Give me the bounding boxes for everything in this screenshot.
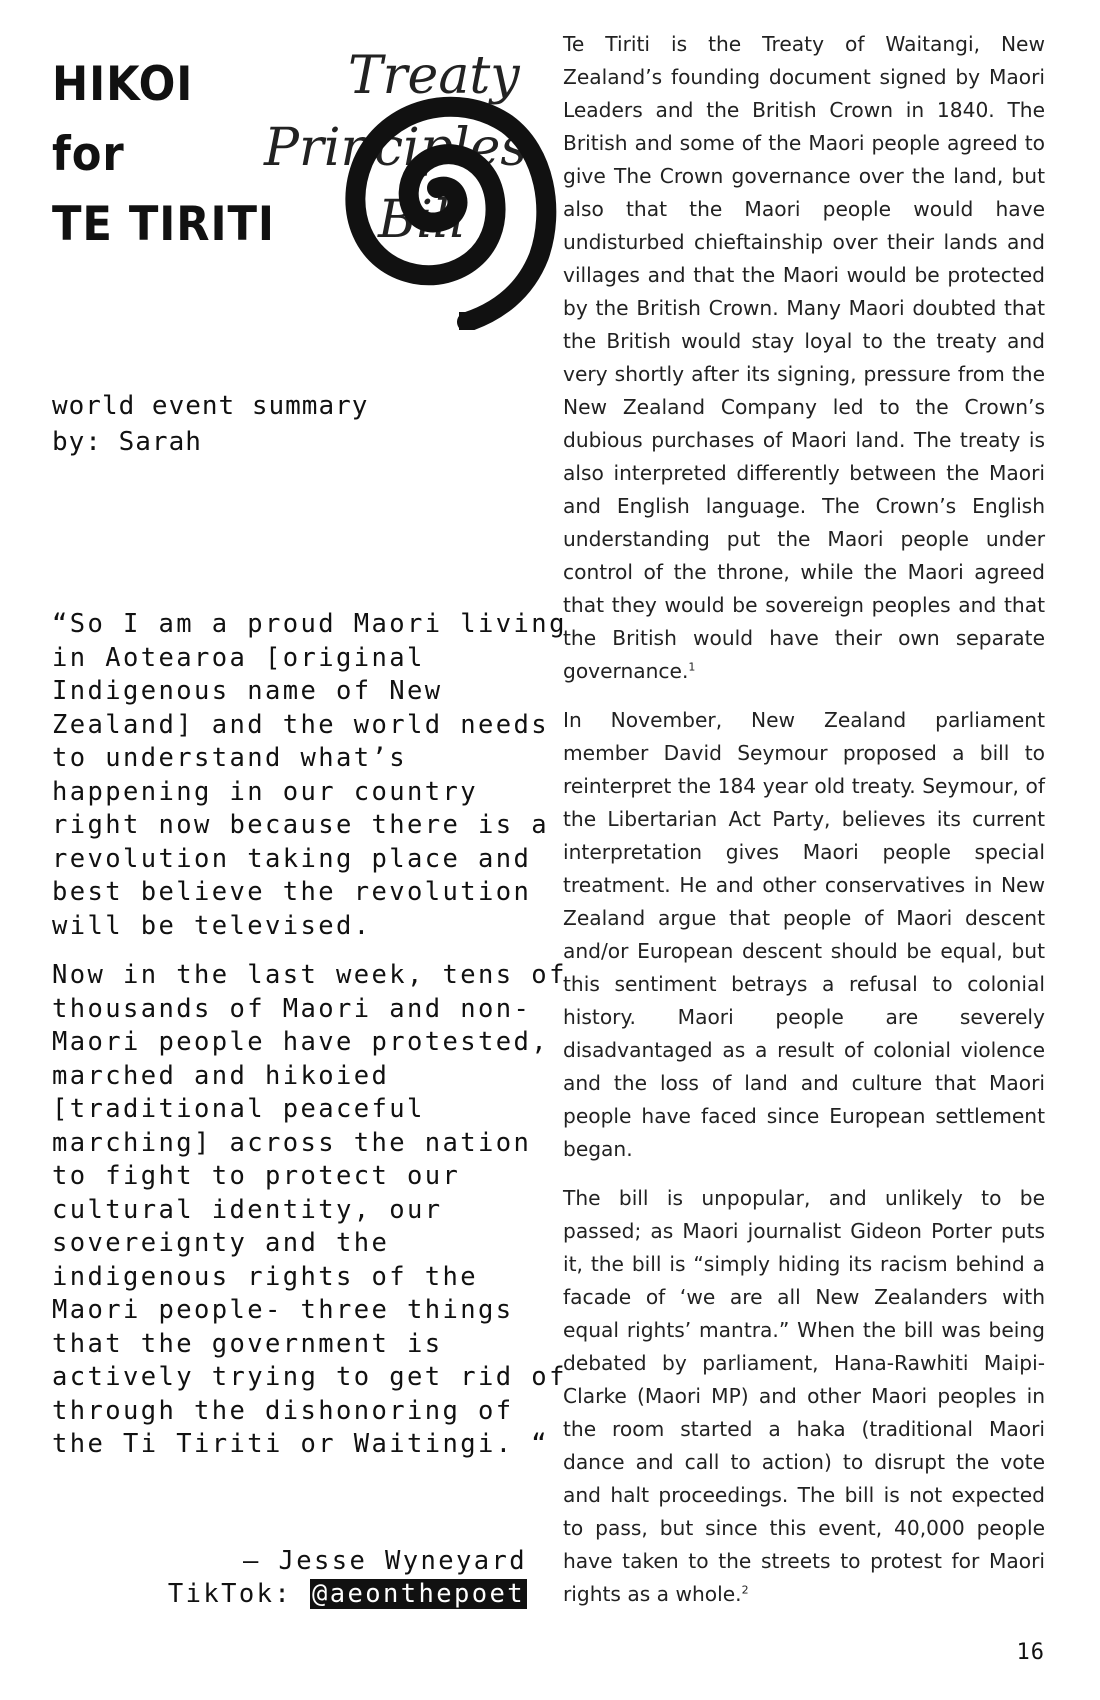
footnote-marker[interactable]: 2: [741, 1583, 749, 1597]
article-paragraph: [563, 1182, 1045, 1611]
article-paragraph: In November, New Zealand parliament member David Seymour proposed a bill to reinterpret the 184 year old treaty. Seymour, of the Libertarian Act Party, believes its current interpretation gives Maori people special treatment. He and other conservatives in New Zealand argue that people of Maori descent and/or European descent should be equal, but this sentiment betrays a refusal to colonial history. Maori people are severely disadvantaged as a result of colonial violence and the loss of land and culture that Maori people have faced since European settlement began.: [563, 708, 1045, 1161]
article-paragraph: [563, 28, 1045, 688]
footnote-marker[interactable]: 1: [688, 660, 696, 674]
article-body: [563, 28, 1045, 1627]
title-block: [52, 40, 572, 330]
quote-paragraph: Now in the last week, tens of thousands of Maori and non-Maori people have protested, marched and hikoied [traditional peaceful marching] across the nation to fight to protect our cultural identity, our sovereignty and the indigenous rights of the Maori people- three things that the government is actively trying to get rid of through the dishonoring of the Ti Tiriti or Waitingi. “: [52, 960, 567, 1459]
quote-author: — Jesse Wyneyard: [242, 1546, 527, 1576]
spiral-graphic-icon: [307, 60, 567, 330]
social-handle-row: [52, 1578, 527, 1611]
title-line: HIKOI: [52, 57, 194, 112]
byline-author: by: Sarah: [52, 427, 202, 457]
platform-label: TikTok:: [167, 1579, 293, 1609]
title-line: for: [52, 127, 125, 182]
overlay-word: Bill: [378, 190, 467, 250]
quote-paragraph: “So I am a proud Maori living in Aotearoa [original Indigenous name of New Zealand] and the world needs to understand what’s happening in our country right now because there is a revolution taking place and best believe the revolution will be televised.: [52, 609, 567, 941]
paragraph-text: The bill is unpopular, and unlikely to be passed; as Maori journalist Gideon Porter puts it, the bill is “simply hiding its racism behind a facade of ‘we are all New Zealanders with equal rights’ mantra.” When the bill was being debated by parliament, Hana-Rawhiti Maipi-Clarke (Maori MP) and other Maori peoples in the room started a haka (traditional Maori dance and call to action) to disrupt the vote and halt proceedings. The bill is not expected to pass, but since this event, 40,000 people have taken to the streets to protest for Maori rights as a whole.: [563, 1186, 1045, 1606]
byline: [52, 388, 368, 460]
page-number: 16: [1016, 1640, 1045, 1665]
paragraph-text: Te Tiriti is the Treaty of Waitangi, New Zealand’s founding document signed by Maori Leaders and the British Crown in 1840. The British and some of the Maori people agreed to give The Crown governance over the land, but also that the Maori people would have undisturbed chieftainship over their lands and villages and that the Maori would be protected by the British Crown. Many Maori doubted that the British would stay loyal to the treaty and very shortly after its signing, pressure from the New Zealand Company led to the Crown’s dubious purchases of Maori land. The treaty is also interpreted differently between the Maori and English language. The Crown’s English understanding put the Maori people under control of the throne, while the Maori agreed that they would be sovereign peoples and that the British would have their own separate governance.: [563, 32, 1045, 683]
overlay-word: Treaty: [348, 46, 520, 106]
social-handle-link[interactable]: @aeonthepoet: [311, 1579, 525, 1609]
quote-attribution: [52, 1545, 527, 1611]
overlay-word: Principles: [264, 118, 528, 178]
pull-quote: [52, 608, 572, 1478]
title-line: TE TIRITI: [52, 197, 275, 252]
page-title: [52, 50, 294, 260]
byline-summary: world event summary: [52, 391, 369, 421]
